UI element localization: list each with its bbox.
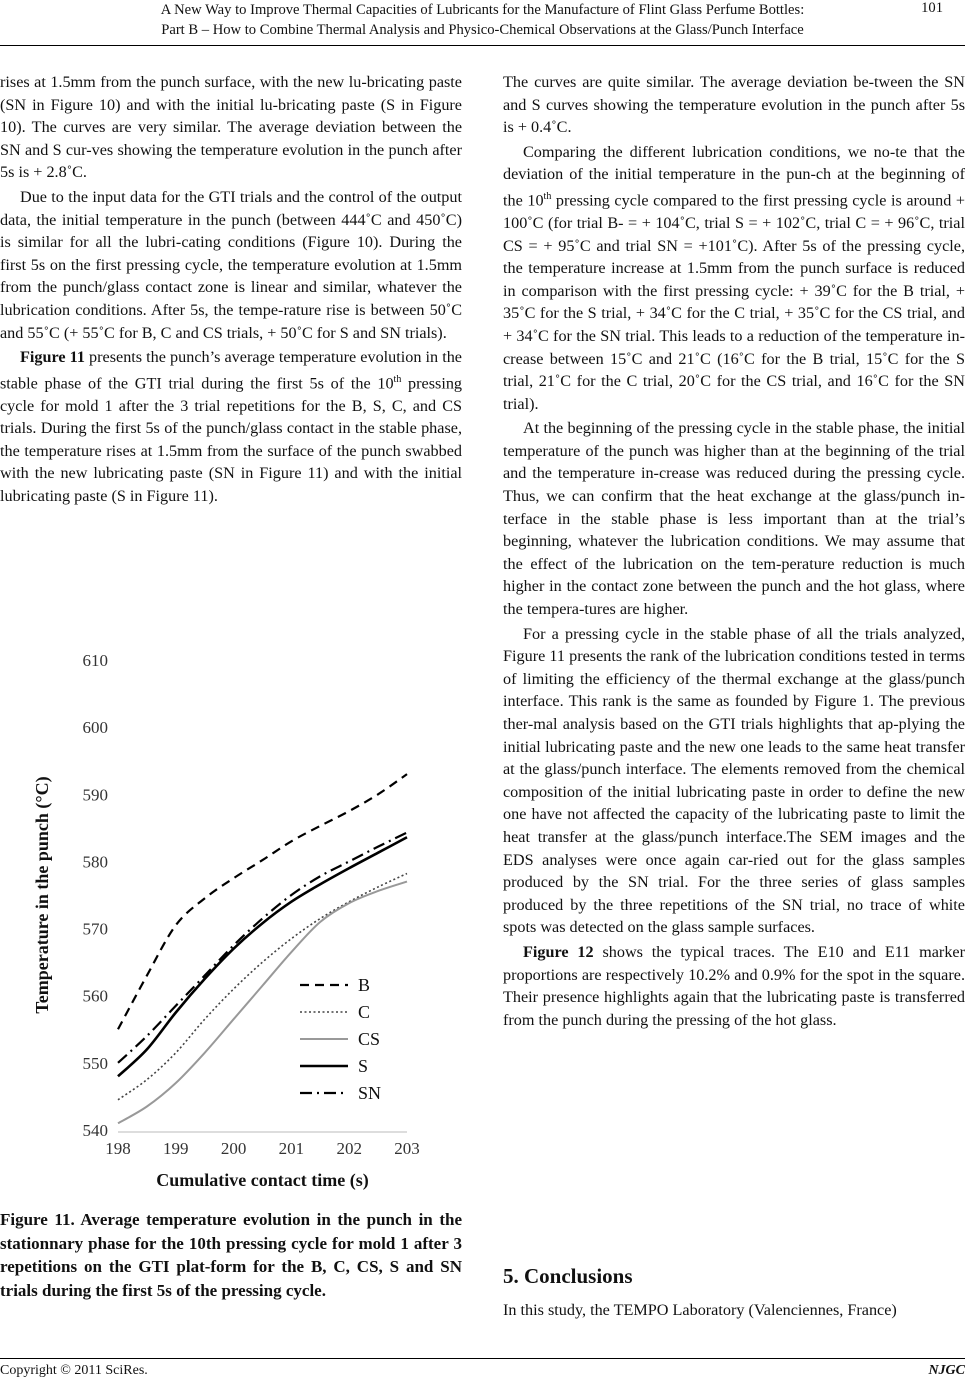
- figure-ref: Figure 11: [20, 348, 85, 367]
- x-axis-label: Cumulative contact time (s): [156, 1170, 369, 1190]
- x-tick-label: 202: [336, 1139, 362, 1158]
- right-column: [503, 71, 965, 1031]
- page-number: 101: [921, 0, 943, 16]
- y-tick-label: 550: [82, 1053, 108, 1073]
- text-run: shows the typical traces. The E10 and E11 marker proportions are respectively 10.2% and 0.9% for the spot in the square. Their presence highlights again that the lubricating paste is transferred from the punch during the pressing of the hot glass.: [503, 942, 965, 1029]
- superscript: th: [543, 190, 552, 202]
- header-line-1: A New Way to Improve Thermal Capacities of Lubricants for the Manufacture of Flint Glass Perfume Bottles:: [160, 2, 805, 18]
- y-tick-label: 610: [82, 651, 108, 670]
- legend-label-c: C: [358, 1002, 371, 1022]
- text-run: pressing cycle for mold 1 after the 3 trial repetitions for the B, S, C, and CS trials. During the first 5s of the punch/glass contact in the stable phase, the temperature rises at 1.5mm from the surface of the punch swabbed with the new lubricating paste (SN in Figure 11) and with the initial lubricating paste (S in Figure 11).: [0, 374, 463, 506]
- paragraph: The curves are quite similar. The average deviation be-tween the SN and S curves showing the temperature evolution in the punch after 5s is + 0.4˚C.: [503, 73, 965, 137]
- x-tick-label: 201: [278, 1139, 305, 1158]
- legend-label-s: S: [358, 1056, 369, 1076]
- x-tick-label: 199: [163, 1139, 189, 1158]
- header-line-2: Part B – How to Combine Thermal Analysis and Physico-Chemical Observations at the Glass/Punch Interface: [161, 22, 804, 38]
- superscript: th: [393, 373, 402, 385]
- text-run: Comparing the different lubrication conditions, we no-te that the deviation of the initial temperature in the pun-ch at the beginning of the 10: [503, 142, 965, 210]
- journal-abbrev: NJGC: [928, 1363, 965, 1378]
- figure-caption: Figure 11. Average temperature evolution in the punch in the stationnary phase for the 10th pressing cycle for mold 1 after 3 repetitions on the GTI plat-form for the B, C, CS, S and SN trials during the first 5s of the pressing cycle.: [0, 1210, 462, 1300]
- y-tick-label: 570: [82, 919, 108, 939]
- y-tick-label: 540: [82, 1121, 108, 1140]
- paragraph: For a pressing cycle in the stable phase of all the trials analyzed, Figure 11 presents the rank of the lubrication conditions tested in terms of limiting the efficiency of the thermal exchange at the glass/punch interface. This rank is the same as founded by Figure 1. The previous ther-mal analysis based on the GTI trials highlights that ap-plying the initial lubricating paste and the new one leads to the same heat transfer at the glass/punch interface. The elements removed from the chemical composition of the initial lubricating paste in order to define the new one have not affected the capacity of the lubricating paste to limit the heat transfer at the glass/punch interface.The SEM images and the EDS analyses were once again car-ried out for the glass samples produced by the SN trial. For the three series of glass samples produced by the three repetitions of the SN trial, no trace of white spots was detected on the glass sample surfaces.: [503, 624, 965, 937]
- y-tick-label: 580: [82, 852, 108, 872]
- copyright: Copyright © 2011 SciRes.: [0, 1363, 148, 1378]
- y-tick-label: 560: [82, 986, 108, 1006]
- text-run: presents the punch’s average temperature evolution in the stable phase of the GTI trial during the first 5s of the 10: [0, 348, 462, 393]
- text-run: pressing cycle compared to the first pressing cycle is around + 100˚C (for trial B- = + 104˚C, trial S = + 102˚C, trial C = + 96˚C, trial CS = + 95˚C and trial SN = +101˚C). After 5s of the pressing cycle, the temperature increase at 1.5mm from the punch surface is reduced in comparison with the first pressing cycle: + 39˚C for the B trial, + 35˚C for the S trial, + 34˚C for the C trial, + 35˚C for the CS trial, and + 34˚C for the SN trial. This leads to a reduction of the temperature in-crease between 15˚C and 21˚C (16˚C for the B trial, 15˚C for the S trial, 21˚C for the C trial, 20˚C for the CS trial, and 16˚C for the SN trial).: [503, 191, 965, 413]
- paragraph: [503, 941, 965, 1031]
- y-axis-label: Temperature in the punch (°C): [32, 776, 52, 1014]
- y-tick-label: 590: [82, 785, 108, 805]
- header-rule: [0, 45, 965, 46]
- paragraph: Due to the input data for the GTI trials and the control of the output data, the initial temperature in the punch (between 444˚C and 450˚C) is similar for all the lubri-cating conditions (Figure 10). During the first 5s on the first pressing cycle, the temperature evolution at 1.5mm from the punch/glass contact zone is linear and similar, whatever the lubrication conditions. After 5s, the tempe-rature rise is between 50˚C and 55˚C (+ 55˚C for B, C and CS trials, + 50˚C for S and SN trials).: [0, 187, 462, 342]
- x-tick-label: 198: [105, 1139, 131, 1158]
- figure-11-chart: [30, 640, 430, 1200]
- paragraph: [503, 141, 965, 416]
- section-heading: 5. Conclusions: [503, 1264, 633, 1288]
- legend-label-b: B: [358, 975, 371, 995]
- figure-ref: Figure 12: [523, 942, 594, 961]
- x-tick-label: 203: [394, 1139, 420, 1158]
- footer-rule: [0, 1358, 965, 1359]
- y-tick-label: 600: [82, 718, 108, 738]
- legend-label-sn: SN: [358, 1083, 382, 1103]
- x-tick-label: 200: [220, 1139, 247, 1158]
- section-intro: In this study, the TEMPO Laboratory (Valenciennes, France): [503, 1301, 897, 1319]
- left-column: [0, 71, 462, 508]
- paragraph: At the beginning of the pressing cycle in the stable phase, the initial temperature of the punch was higher than at the beginning of the trial and the temperature in-crease was reduced during the pressing cycle. Thus, we can confirm that the heat exchange at the glass/punch in-terface in the stable phase is less important than at the trial’s beginning, whatever the lubrication conditions. We may assume that the effect of the lubrication on the tem-perature reduction is much higher in the contact zone between the punch and the hot glass, where the tempera-tures are higher.: [503, 419, 965, 619]
- paragraph: [0, 346, 462, 508]
- paragraph: rises at 1.5mm from the punch surface, with the new lu-bricating paste (SN in Figure 10) and with the initial lu-bricating paste (S in Figure 10). The curves are very similar. The average deviation between the SN and S cur-ves showing the temperature evolution in the punch after 5s is + 2.8˚C.: [0, 73, 462, 182]
- legend-label-cs: CS: [358, 1029, 381, 1049]
